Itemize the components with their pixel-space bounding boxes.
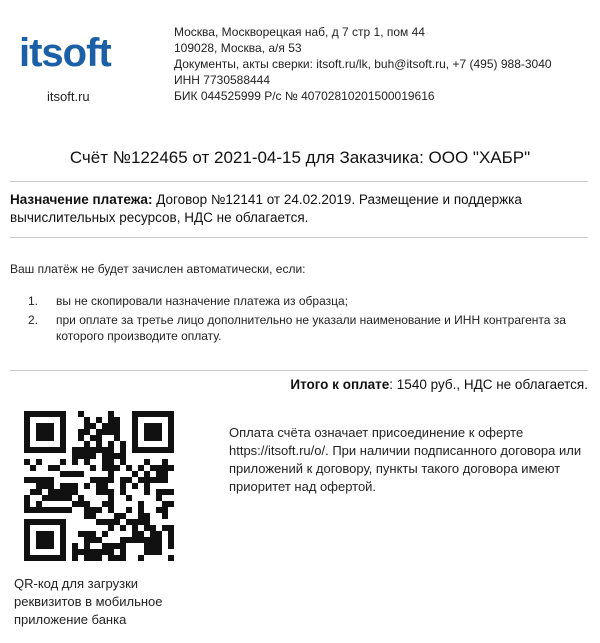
warning-intro: Ваш платёж не будет зачислен автоматически, если: [10,262,306,276]
list-item-number: 1. [28,294,39,308]
company-bank: БИК 044525999 Р/с № 40702810201500019616 [174,89,435,103]
warning-list [28,293,588,347]
logo-text: itsoft [19,31,111,74]
list-item [28,312,588,344]
itsoft-logo [18,30,126,74]
payment-purpose-text: Договор №12141 от 24.02.2019. Размещение и поддержка вычислительных ресурсов, НДС не облагается. [10,192,522,225]
list-item-text: при оплате за третье лицо дополнительно не указали наименование и ИНН контрагента за которого производите оплату. [56,313,566,343]
total-amount [290,377,588,392]
company-details [174,24,552,104]
divider [10,181,588,182]
list-item-number: 2. [28,313,39,327]
offer-text: Оплата счёта означает присоединение к оферте https://itsoft.ru/o/. При наличии подписанного договора или приложений к договору, пункты такого договора имеют приоритет над офертой. [229,425,582,494]
list-item [28,293,588,309]
payment-purpose [10,191,590,227]
total-value: : 1540 руб., НДС не облагается. [389,377,588,392]
payment-purpose-label: Назначение платежа: [10,192,153,207]
company-address: Москва, Москворецкая наб, д 7 стр 1, пом 44 [174,25,425,39]
company-inn: ИНН 7730588444 [174,73,271,87]
company-contacts: Документы, акты сверки: itsoft.ru/lk, buh@itsoft.ru, +7 (495) 988-3040 [174,57,552,71]
list-item-text: вы не скопировали назначение платежа из образца; [56,294,349,308]
payment-qr-code [24,411,174,561]
qr-caption: QR-код для загрузки реквизитов в мобильное приложение банка [14,576,163,627]
divider [10,237,588,238]
company-postal: 109028, Москва, а/я 53 [174,41,302,55]
invoice-title: Счёт №122465 от 2021-04-15 для Заказчика: ООО "ХАБР" [69,148,531,167]
divider [10,370,588,371]
total-label: Итого к оплате [290,377,390,392]
itsoft-logo-mark [18,30,124,74]
site-url[interactable]: itsoft.ru [47,89,90,104]
qr-modules [24,411,174,561]
